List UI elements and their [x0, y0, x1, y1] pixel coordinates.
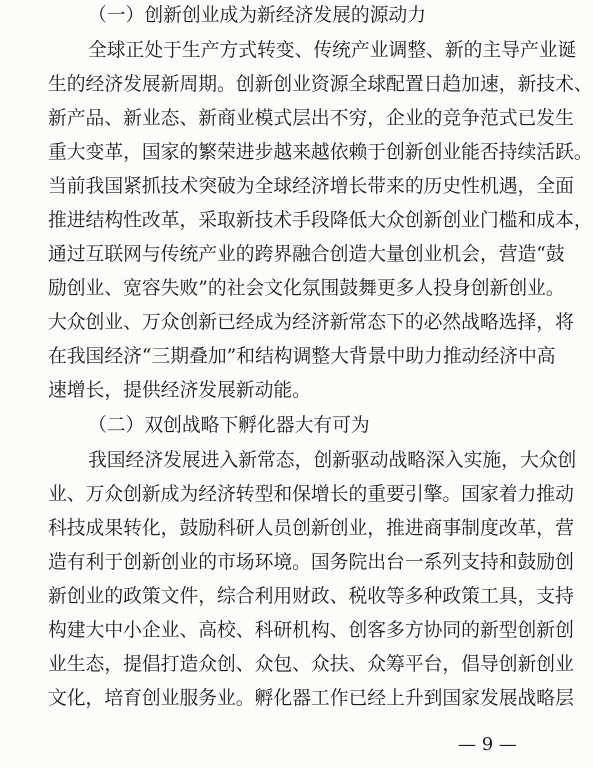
paragraph-line: 新产品、新业态、新商业模式层出不穷，企业的竞争范式已发生 — [48, 108, 574, 129]
page-number: — 9 — — [458, 734, 517, 755]
paragraph-line: 我国经济发展进入新常态，创新驱动战略深入实施，大众创 — [88, 450, 577, 471]
paragraph-line: 新创业的政策文件，综合利用财政、税收等多种政策工具，支持 — [48, 586, 574, 607]
paragraph-line: 生的经济发展新周期。创新创业资源全球配置日趋加速，新技术、 — [48, 74, 593, 95]
paragraph-line: 重大变革，国家的繁荣进步越来越依赖于创新创业能否持续活跃。 — [48, 142, 593, 163]
paragraph-line: 在我国经济“三期叠加”和结构调整大背景中助力推动经济中高 — [48, 346, 556, 367]
paragraph-line: 速增长，提供经济发展新动能。 — [48, 380, 311, 401]
paragraph-line: 造有利于创新创业的市场环境。国务院出台一系列支持和鼓励创 — [48, 552, 574, 573]
paragraph-line: 通过互联网与传统产业的跨界融合创造大量创业机会，营造“鼓 — [48, 244, 565, 265]
paragraph-line: 当前我国紧抓技术突破为全球经济增长带来的历史性机遇，全面 — [48, 176, 574, 197]
section-heading-1: （一）创新创业成为新经济发展的源动力 — [88, 5, 427, 26]
paragraph-line: 推进结构性改革，采取新技术手段降低大众创新创业门槛和成本， — [48, 210, 593, 231]
paragraph-line: 科技成果转化，鼓励科研人员创新创业，推进商事制度改革，营 — [48, 518, 574, 539]
paragraph-line: 大众创业、万众创新已经成为经济新常态下的必然战略选择，将 — [48, 312, 574, 333]
paragraph-line: 业、万众创新成为经济转型和保增长的重要引擎。国家着力推动 — [48, 484, 574, 505]
paragraph-line: 构建大中小企业、高校、科研机构、创客多方协同的新型创新创 — [48, 620, 574, 641]
paragraph-line: 业生态，提倡打造众创、众包、众扶、众筹平台，倡导创新创业 — [48, 654, 574, 675]
paragraph-line: 励创业、宽容失败”的社会文化氛围鼓舞更多人投身创新创业。 — [48, 278, 565, 299]
section-heading-2: （二）双创战略下孵化器大有可为 — [88, 415, 370, 436]
paragraph-line: 文化，培育创业服务业。孵化器工作已经上升到国家发展战略层 — [48, 688, 574, 709]
paragraph-line: 全球正处于生产方式转变、传统产业调整、新的主导产业诞 — [88, 40, 577, 61]
